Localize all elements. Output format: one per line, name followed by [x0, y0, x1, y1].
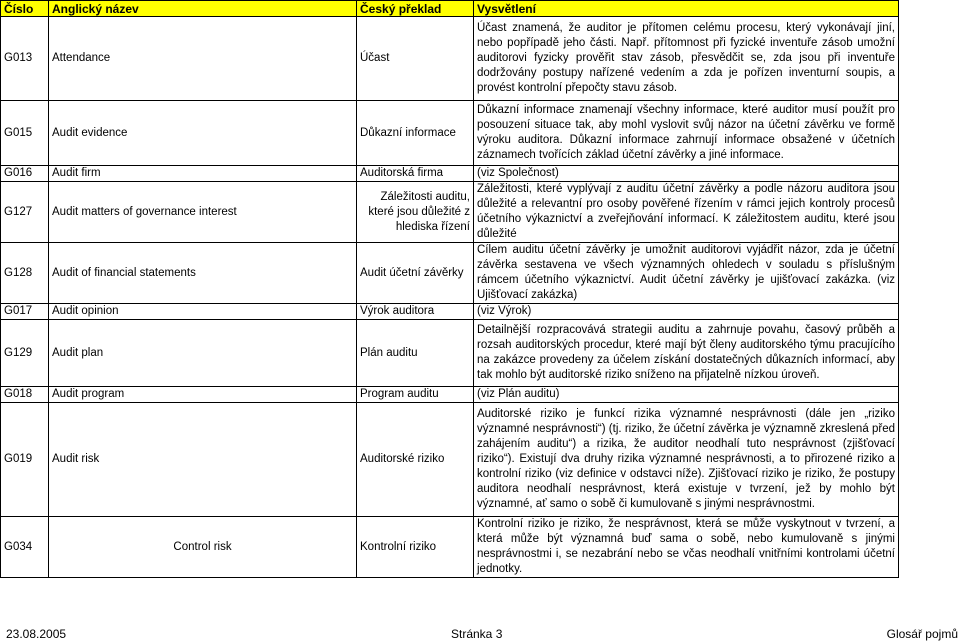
- cell-english: Audit plan: [49, 320, 357, 387]
- cell-english: Audit of financial statements: [49, 243, 357, 304]
- table-row: [1, 387, 899, 403]
- footer-date: 23.08.2005: [6, 627, 67, 641]
- table-row: [1, 101, 899, 166]
- cell-description: (viz Plán auditu): [474, 387, 899, 403]
- cell-english: Audit matters of governance interest: [49, 182, 357, 243]
- table-row: [1, 320, 899, 387]
- table-row: [1, 403, 899, 517]
- cell-id: G017: [1, 304, 49, 320]
- table-row: [1, 17, 899, 101]
- table-row: [1, 304, 899, 320]
- cell-czech: Auditorské riziko: [357, 403, 474, 517]
- table-row: [1, 166, 899, 182]
- table-row: [1, 182, 899, 243]
- cell-description: Důkazní informace znamenají všechny informace, které auditor musí použít pro posouzení situace tak, aby mohl vyslovit svůj názor na účetní závěrku ve formě výroku auditora. Důkazní informace zahrnují informace obsažené v účetních záznamech tvořících základ účetní závěrky a jiné informace.: [474, 101, 899, 166]
- column-header-cz: Český překlad: [357, 1, 474, 17]
- page-footer: [0, 626, 960, 642]
- cell-description: Auditorské riziko je funkcí rizika významné nesprávnosti (dále jen „riziko významné nesprávnosti“) (tj. riziko, že účetní závěrka je významně zkreslená před zahájením auditu“) a rizika, že auditor neodhalí tuto nesprávnost (zjišťovací riziko“). Existují dva druhy rizika významné nesprávnosti, a to přirozené riziko a kontrolní riziko (viz definice v odstavci níže). Zjišťovací riziko je riziko, že postupy auditora neodhalí nesprávnost, která existuje v tvrzení, jež by mohlo být významné, ať samo o sobě či kumulovaně s jinými nesprávnostmi.: [474, 403, 899, 517]
- cell-id: G018: [1, 387, 49, 403]
- cell-czech: Auditorská firma: [357, 166, 474, 182]
- cell-id: G013: [1, 17, 49, 101]
- cell-id: G129: [1, 320, 49, 387]
- cell-english: Audit risk: [49, 403, 357, 517]
- table-row: [1, 243, 899, 304]
- cell-id: G034: [1, 517, 49, 578]
- cell-english: Audit evidence: [49, 101, 357, 166]
- cell-id: G128: [1, 243, 49, 304]
- cell-czech: Program auditu: [357, 387, 474, 403]
- header-row: [1, 1, 899, 17]
- cell-english: Audit firm: [49, 166, 357, 182]
- cell-description: (viz Výrok): [474, 304, 899, 320]
- cell-czech: Záležitosti auditu, které jsou důležité z hlediska řízení: [357, 182, 474, 243]
- cell-czech: Důkazní informace: [357, 101, 474, 166]
- cell-czech: Audit účetní závěrky: [357, 243, 474, 304]
- cell-id: G016: [1, 166, 49, 182]
- cell-english: Attendance: [49, 17, 357, 101]
- cell-description: (viz Společnost): [474, 166, 899, 182]
- cell-description: Kontrolní riziko je riziko, že nesprávnost, která se může vyskytnout v tvrzení, a která může být významná buď sama o sobě, nebo kumulovaně s jinými nesprávnostmi i, se nezabrání nebo se včas neodhalí vnitřními kontrolami účetní jednotky.: [474, 517, 899, 578]
- footer-title: Glosář pojmů: [886, 627, 958, 641]
- cell-id: G019: [1, 403, 49, 517]
- column-header-en: Anglický název: [49, 1, 357, 17]
- cell-description: Účast znamená, že auditor je přítomen celému procesu, který vykonávají jiní, nebo popřípadě jeho části. Např. přítomnost při fyzické inventuře zásob umožní auditorovi fyzicky prověřit stav zásob, přesvědčit se, zda jsou při inventuře dodržovány postupy nařízené vedením a zda je pořízen inventurní soupis, a provést kontrolní přepočty stavu zásob.: [474, 17, 899, 101]
- footer-page-number: Stránka 3: [451, 627, 503, 641]
- cell-english: Audit program: [49, 387, 357, 403]
- cell-description: Cílem auditu účetní závěrky je umožnit auditorovi vyjádřit názor, zda je účetní závěrka sestavena ve všech významných ohledech v souladu s příslušným rámcem účetního výkaznictví. Audit účetní závěrky je ujišťovací zakázka. (viz Ujišťovací zakázka): [474, 243, 899, 304]
- cell-czech: Kontrolní riziko: [357, 517, 474, 578]
- cell-id: G127: [1, 182, 49, 243]
- column-header-desc: Vysvětlení: [474, 1, 899, 17]
- cell-czech: Plán auditu: [357, 320, 474, 387]
- cell-czech: Výrok auditora: [357, 304, 474, 320]
- cell-description: Záležitosti, které vyplývají z auditu účetní závěrky a podle názoru auditora jsou důležité a relevantní pro osoby pověřené řízením v rámci jejich kontroly procesů účetního výkaznictví a zveřejňování informací. K záležitostem auditu, které jsou důležité: [474, 182, 899, 243]
- cell-description: Detailnější rozpracovává strategii auditu a zahrnuje povahu, časový průběh a rozsah auditorských procedur, které mají být členy auditorského týmu pracujícího na zakázce provedeny za účelem získání dostatečných důkazních informací, aby tak mohlo být auditorské riziko sníženo na přijatelně nízkou úroveň.: [474, 320, 899, 387]
- cell-id: G015: [1, 101, 49, 166]
- table-row: [1, 517, 899, 578]
- cell-english: Control risk: [49, 517, 357, 578]
- cell-czech: Účast: [357, 17, 474, 101]
- cell-english: Audit opinion: [49, 304, 357, 320]
- column-header-cislo: Číslo: [1, 1, 49, 17]
